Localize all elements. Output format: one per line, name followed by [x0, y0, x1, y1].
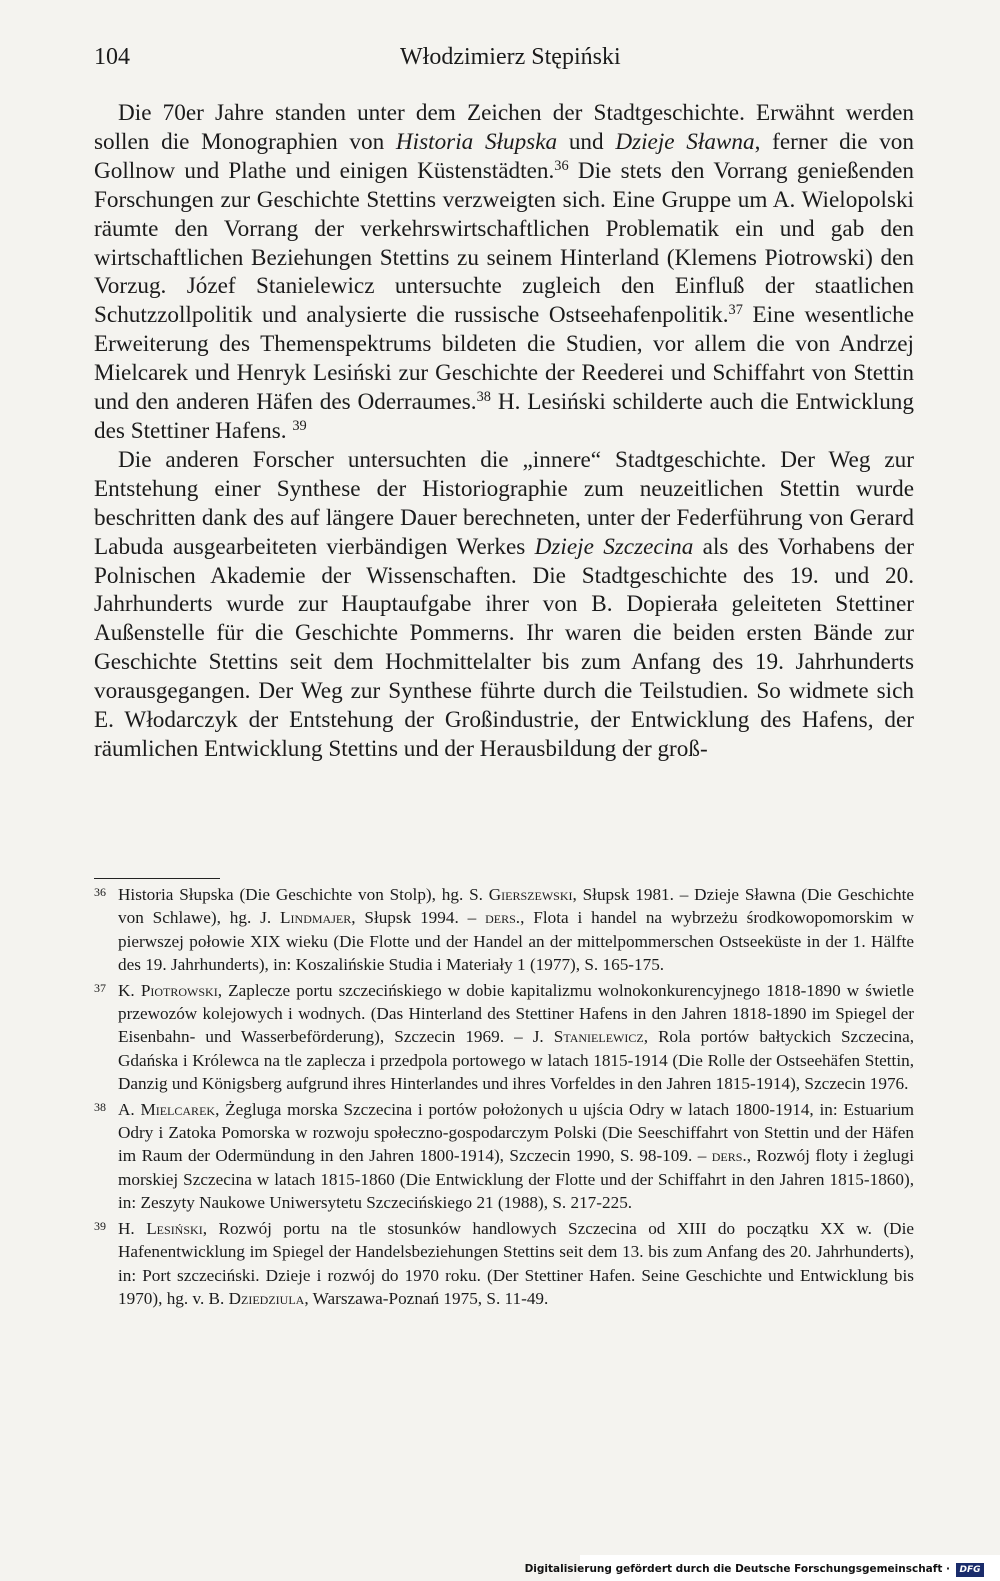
footnote-38 [94, 1098, 914, 1215]
footnote-37 [94, 979, 914, 1096]
text-run: ., Rozwój floty i żeglugi morskiej Szczecina w latach 1815-1860 (Die Entwicklung der Flotte und der Schiffahrt in den Jahren 1815-1860), in: Zeszyty Naukowe Uniwersytetu Szczecińskiego 21 (1988), S. 217-225. [118, 1146, 915, 1213]
text-run: , Warszawa-Poznań 1975, S. 11-49. [304, 1288, 549, 1308]
text-run: Historia Słupska (Die Geschichte von Stolp), hg. S. [118, 885, 489, 904]
page-number: 104 [94, 44, 130, 70]
footnote-ref-38[interactable]: 38 [476, 389, 491, 406]
main-text [94, 99, 914, 764]
footnote-number: 38 [94, 1099, 106, 1114]
footnote-number: 39 [94, 1218, 106, 1233]
text-run: Die 70er Jahre standen unter dem Zeichen der Stadtgeschichte. Erwähnt werden sollen die Monographien von [94, 100, 914, 155]
text-run: K. [118, 980, 141, 1000]
text-run: , Rozwój portu na tle stosunków handlowych Szczecina od XIII do początku XX w. (Die Hafenentwicklung im Spiegel der Handelsbeziehungen Stettins seit dem 13. bis zum Anfang des 20. Jahrhunderts), in: Port szczeciński. Dzieje i rozwój do 1970 roku. (Der Stettiner Hafen. Seine Geschichte und Entwicklung bis 1970), hg. v. B. [118, 1218, 914, 1308]
author-name: Stanielewicz [553, 1027, 644, 1047]
text-run: , Słupsk 1994. – [351, 908, 486, 928]
text-run: , Żegluga morska Szczecina i portów położonych u ujścia Odry w latach 1800-1914, in: Estuarium Odry i Zatoka Pomorska w rozwoju społeczno-gospodarczym Polski (Die Seeschiffahrt von Stettin und der Häfen im Raum der Odermündung in den Jahren 1800-1914), Szczecin 1990, S. 98-109. – [118, 1099, 914, 1166]
running-header [94, 40, 914, 74]
footnote-36 [94, 883, 914, 977]
text-run: H. Lesiński schilderte auch die Entwicklung des Stettiner Hafens. [94, 389, 914, 444]
author-name: ders [485, 908, 516, 928]
footnote-number: 37 [94, 980, 106, 995]
italic-title: Dzieje Sławna [615, 128, 755, 155]
text-run: , Zaplecze portu szczecińskiego w dobie kapitalizmu wolnokonkurencyjnego 1818-1890 w świetle przewozów kolejowych i wodnych. (Das Hinterland des Stettiner Hafens in den Jahren 1818-1890 im Spiegel der Eisenbahn- und Wasserbeförderung), Szczecin 1969. – J. [118, 980, 914, 1047]
text-run: Die anderen Forscher untersuchten die „innere“ Stadtgeschichte. Der Weg zur Entstehung einer Synthese der Historiographie zum neuzeitlichen Stettin wurde beschritten dank des auf längere Dauer berechneten, unter der Federführung von Gerard Labuda ausgearbeiteten vierbändigen Werkes [94, 446, 914, 560]
text-run: Die stets den Vorrang genießenden Forschungen zur Geschichte Stettins verzweigten sich. Eine Gruppe um A. Wielopolski räumte den Vorrang der verkehrswirtschaftlichen Problematik ein und gab den wirtschaftlichen Beziehungen Stettins zu seinem Hinterland (Klemens Piotrowski) den Vorzug. Józef Stanielewicz untersuchte zugleich den Einfluß der staatlichen Schutzzollpolitik und analysierte die russische Ostseehafenpolitik. [94, 157, 914, 329]
text-run: H. [118, 1218, 147, 1238]
author-name: Gierszewski [488, 885, 573, 904]
author-name: Lesiński [146, 1218, 203, 1238]
text-run: , Słupsk 1981. – Dzieje Sławna (Die Geschichte von Schlawe), hg. J. [118, 885, 914, 928]
paragraph-1 [94, 99, 914, 446]
text-run: Eine wesentliche Erweiterung des Themenspektrums bildeten die Studien, vor allem die von Andrzej Mielcarek und Henryk Lesiński zur Geschichte der Reederei und Schiffahrt von Stettin und den anderen Häfen des Oderraumes. [94, 302, 914, 416]
text-run: und [557, 128, 616, 155]
footnote-number: 36 [94, 885, 106, 899]
footnote-39 [94, 1217, 914, 1311]
text-run: als des Vorhabens der Polnischen Akademie der Wissenschaften. Die Stadtgeschichte des 19. und 20. Jahrhunderts wurde zur Hauptaufgabe ihrer von B. Dopierała geleiteten Stettiner Außenstelle für die Geschichte Pommerns. Ihr waren die beiden ersten Bände zur Geschichte Stettins seit dem Hochmittelalter bis zum Anfang des 19. Jahrhunderts vorausgegangen. Der Weg zur Synthese führte durch die Teilstudien. So widmete sich E. Włodarczyk der Entstehung der Großindustrie, der Entwicklung des Hafens, der räumlichen Entwicklung Stettins und der Herausbildung der groß- [94, 533, 914, 762]
author-name: ders [711, 1146, 743, 1166]
author-name: Lindmajer [280, 908, 352, 928]
footnote-separator [94, 878, 220, 879]
footnote-ref-37[interactable]: 37 [728, 302, 743, 319]
italic-title: Historia Słupska [395, 128, 558, 155]
digitization-credit: Digitalisierung gefördert durch die Deutsche Forschungsgemeinschaft · [524, 1563, 950, 1575]
footnote-ref-39[interactable]: 39 [292, 418, 307, 435]
text-run: , ferner die von Gollnow und Plathe und einigen Küstenstädten. [94, 128, 914, 184]
author-name: Mielcarek [140, 1099, 216, 1119]
text-run: A. [118, 1099, 141, 1119]
italic-title: Dzieje Szczecina [534, 533, 694, 560]
footnotes [94, 883, 914, 1312]
running-head-author: Włodzimierz Stępiński [400, 44, 621, 70]
author-name: Dziedziula [228, 1288, 305, 1308]
text-run: ., Flota i handel na wybrzeżu środkowopomorskim w pierwszej połowie XIX wieku (Die Flotte und der Handel an der mittelpommerschen Ostseeküste in der 1. Hälfte des 19. Jahrhunderts), in: Koszalińskie Studia i Materiały 1 (1977), S. 165-175. [118, 908, 915, 975]
text-run: , Rola portów bałtyckich Szczecina, Gdańska i Królewca na tle zaplecza i przedpola portowego w latach 1815-1914 (Die Rolle der Ostseehäfen Stettin, Danzig und Königsberg aufgrund ihres Hinterlandes und ihres Vorfeldes in den Jahren 1815-1914), Szczecin 1976. [118, 1027, 914, 1094]
dfg-logo: DFG [956, 1563, 984, 1577]
paragraph-2 [94, 446, 914, 764]
footnote-ref-36[interactable]: 36 [554, 157, 569, 174]
author-name: Piotrowski [140, 980, 218, 1000]
